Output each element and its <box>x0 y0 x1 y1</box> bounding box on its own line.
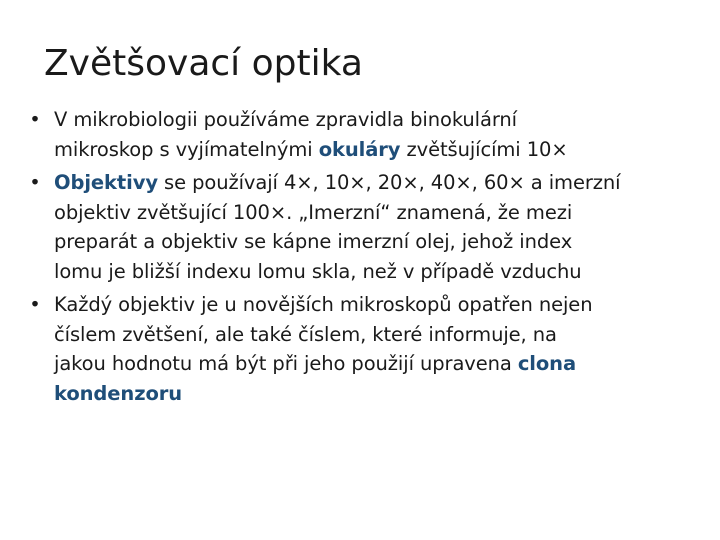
bullet-dot-icon: • <box>29 108 41 131</box>
bullet-line <box>54 349 700 379</box>
bullet-item <box>28 105 700 164</box>
bullet-text: objektiv zvětšující 100×. „Imerzní“ znamená, že mezi <box>54 200 573 224</box>
highlighted-term: kondenzoru <box>54 381 183 405</box>
bullet-text: se používají 4×, 10×, 20×, 40×, 60× a imerzní <box>157 171 621 194</box>
highlighted-term: okuláry <box>318 137 401 161</box>
bullet-text: číslem zvětšení, ale také číslem, které informuje, na <box>54 322 557 346</box>
bullet-text: mikroskop s vyjímatelnými <box>54 137 319 161</box>
highlighted-term: clona <box>517 352 577 375</box>
bullet-dot-icon: • <box>29 171 41 194</box>
bullet-dot-icon: • <box>29 293 41 316</box>
bullet-item <box>28 290 700 408</box>
bullet-text: lomu je bližší indexu lomu skla, než v případě vzduchu <box>54 259 582 283</box>
bullet-line <box>54 379 700 409</box>
bullet-line <box>54 105 700 135</box>
bullet-text: jakou hodnotu má být při jeho použijí upravena <box>54 352 518 375</box>
bullet-text: zvětšujícími 10× <box>400 137 568 161</box>
bullet-line <box>54 168 700 198</box>
bullet-line <box>54 257 700 287</box>
bullet-line <box>54 227 700 257</box>
highlighted-term: Objektivy <box>54 171 158 194</box>
bullet-text: V mikrobiologii používáme zpravidla binokulární <box>54 108 517 131</box>
bullet-line <box>54 320 700 350</box>
bullet-item <box>28 168 700 286</box>
slide-title: Zvětšovací optika <box>44 43 363 84</box>
bullet-text: Každý objektiv je u novějších mikroskopů opatřen nejen <box>54 293 593 316</box>
bullet-line <box>54 198 700 228</box>
bullet-line <box>54 290 700 320</box>
bullet-list <box>28 105 700 412</box>
bullet-line <box>54 135 700 165</box>
bullet-text: preparát a objektiv se kápne imerzní olej, jehož index <box>54 230 573 253</box>
